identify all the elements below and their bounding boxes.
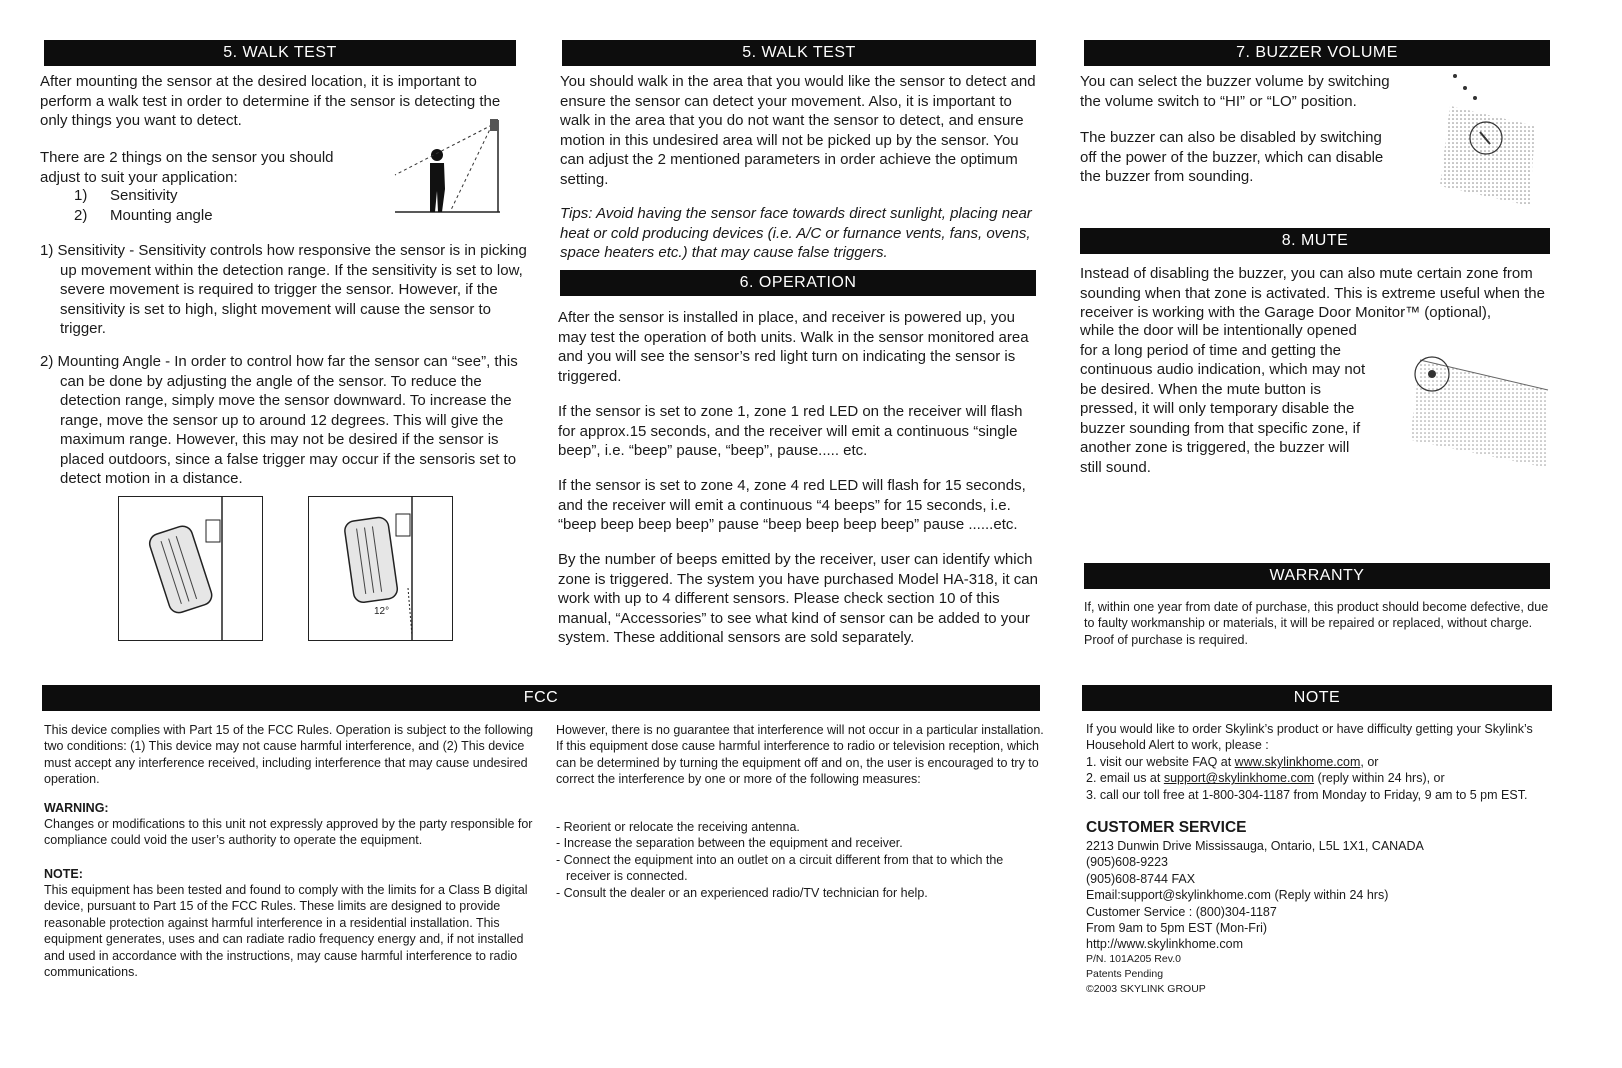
list-item: - Reorient or relocate the receiving antenna.: [556, 820, 800, 834]
note-header: NOTE: [1082, 685, 1552, 711]
operation-paragraph-1: After the sensor is installed in place, and receiver is powered up, you may test the operation of both units. Walk in the sensor monitored area and you will see the sensor’s red light turn on indicating the sensor is triggered.: [558, 309, 1029, 385]
walk-test-header-left: 5. WALK TEST: [44, 40, 516, 66]
fcc-intro: This device complies with Part 15 of the FCC Rules. Operation is subject to the following two conditions: (1) This device may not cause harmful interference, and (2) This device must accept any interference received, including interference that may cause undesired operation.: [44, 723, 534, 787]
customer-service-details: [1086, 838, 1556, 953]
walk-test-header-right: 5. WALK TEST: [562, 40, 1036, 66]
copyright: ©2003 SKYLINK GROUP: [1086, 983, 1206, 995]
buzzer-volume-header: 7. BUZZER VOLUME: [1084, 40, 1550, 66]
operation-paragraph-2: If the sensor is set to zone 1, zone 1 red LED on the receiver will flash for approx.15 seconds, and the receiver will emit a continuous “single beep”, i.e. “beep” pause, “beep”, pause..... etc.: [558, 403, 1023, 459]
list-item: 1. visit our website FAQ at www.skylinkhome.com, or: [1086, 755, 1379, 769]
address-line: 2213 Dunwin Drive Mississauga, Ontario, L5L 1X1, CANADA: [1086, 839, 1424, 853]
fcc-note-title: NOTE:: [44, 867, 83, 881]
fcc-right-intro: However, there is no guarantee that interference will not occur in a particular installation. If this equipment dose cause harmful interference to radio or television reception, which can be determined by turning the equipment off and on, the user is encouraged to try to correct the interference by one or more of the following measures:: [556, 723, 1044, 787]
operation-paragraph-4: By the number of beeps emitted by the receiver, user can identify which zone is triggered. The system you have purchased Model HA-318, it can work with up to 4 different sensors. Please check section 10 of this manual, “Accessories” to see what kind of sensor can be added to your system. These additional sensors are sold separately.: [558, 551, 1038, 646]
warranty-header: WARRANTY: [1084, 563, 1550, 589]
walk-test-intro: After mounting the sensor at the desired location, it is important to perform a walk test in order to determine if the sensor is detecting the only things you want to detect.: [40, 73, 501, 129]
fcc-warning-title: WARNING:: [44, 801, 109, 815]
sensitivity-paragraph: 1) Sensitivity - Sensitivity controls how responsive the sensor is in picking up movement within the detection range. If the sensitivity is set to low, severe movement is required to trigger the sensor. However, if the sensitivity is set to high, slight movement will cause the sensor to trigger.: [40, 242, 527, 337]
things-list: [74, 186, 274, 225]
url-line: http://www.skylinkhome.com: [1086, 937, 1243, 952]
fcc-warning-text: Changes or modifications to this unit not expressly approved by the party responsible for compliance could void the user’s authority to operate the equipment.: [44, 817, 533, 848]
email-line: Email:support@skylinkhome.com (Reply within 24 hrs): [1086, 888, 1389, 903]
buzzer-paragraph-1: You can select the buzzer volume by switching the volume switch to “HI” or “LO” position.: [1080, 73, 1390, 110]
fcc-note-text: This equipment has been tested and found to comply with the limits for a Class B digital device, pursuant to Part 15 of the FCC Rules. These limits are designed to provide reasonable protection against harmful interference in a residential installation. This equipment generates, uses and can radiate radio frequency energy and, if not installed and used in accordance with the instructions, may cause harmful interference to radio communications.: [44, 883, 528, 980]
customer-service-title: CUSTOMER SERVICE: [1086, 819, 1247, 836]
angle-label: 12°: [374, 606, 390, 617]
list-item: 1) Sensitivity: [74, 187, 178, 204]
operation-paragraph-3: If the sensor is set to zone 4, zone 4 red LED will flash for 15 seconds, and the receiver will emit a continuous “4 beeps” for 15 seconds, i.e. “beep beep beep beep” pause “beep beep beep beep” pause ......etc.: [558, 477, 1026, 533]
things-intro: There are 2 things on the sensor you should adjust to suit your application:: [40, 149, 334, 186]
email-link[interactable]: support@skylinkhome.com: [1163, 771, 1315, 786]
list-item: - Consult the dealer or an experienced radio/TV technician for help.: [556, 885, 928, 900]
hours-line: From 9am to 5pm EST (Mon-Fri): [1086, 921, 1268, 936]
mute-paragraph-top: Instead of disabling the buzzer, you can also mute certain zone from sounding when that zone is activated. This is extreme useful when the receiver is working with the Garage Door Monitor™ (optional),: [1080, 265, 1545, 321]
sensor-mount-illustration-up: [308, 496, 454, 642]
list-item: 3. call our toll free at 1-800-304-1187 from Monday to Friday, 9 am to 5 pm EST.: [1086, 787, 1528, 802]
walk-test-person-illustration: [390, 115, 510, 215]
note-intro: If you would like to order Skylink’s product or have difficulty getting your Skylink’s Household Alert to work, please :: [1086, 722, 1533, 753]
website-link[interactable]: www.skylinkhome.com: [1234, 755, 1361, 769]
fcc-header: FCC: [42, 685, 1040, 711]
list-item: - Connect the equipment into an outlet on a circuit different from that to which the receiver is connected.: [556, 852, 1004, 884]
part-number: P/N. 101A205 Rev.0: [1086, 953, 1181, 965]
fax-line: (905)608-8744 FAX: [1086, 871, 1196, 886]
receiver-mute-button-illustration: [1400, 340, 1550, 470]
walk-test-instructions: You should walk in the area that you would like the sensor to detect and ensure the sensor can detect your movement. Also, it is important to walk in the area that you do not want the sensor to detect, and ensure motion in this undesired area will not be picked up by the sensor. You can adjust the 2 mentioned parameters in order achieve the optimum setting.: [560, 73, 1036, 188]
customer-service-line: Customer Service : (800)304-1187: [1086, 904, 1277, 919]
warranty-text: If, within one year from date of purchase, this product should become defective, due to faulty workmanship or materials, it will be repaired or replaced, without charge. Proof of purchase is required.: [1084, 600, 1549, 647]
part-info: [1086, 952, 1386, 997]
mute-paragraph-side: while the door will be intentionally opened for a long period of time and getting the continuous audio indication, which may not be desired. When the mute button is pressed, it will only temporary disable the buzzer sounding from that specific zone, if another zone is triggered, the buzzer will still sound.: [1080, 322, 1366, 476]
buzzer-paragraph-2: The buzzer can also be disabled by switching off the power of the buzzer, which can disable the buzzer from sounding.: [1080, 129, 1384, 185]
operation-header: 6. OPERATION: [560, 270, 1036, 296]
fcc-measures-list: [556, 819, 1046, 901]
list-item: - Increase the separation between the equipment and receiver.: [556, 836, 903, 851]
patents-pending: Patents Pending: [1086, 968, 1164, 980]
sensor-mount-illustration-down: [118, 496, 264, 642]
list-item: 2) Mounting angle: [74, 206, 213, 224]
mounting-angle-paragraph: 2) Mounting Angle - In order to control how far the sensor can “see”, this can be done by adjusting the angle of the sensor. To reduce the detection range, simply move the sensor downward. To increase the range, move the sensor up to around 12 degrees. This will give the maximum range. However, this may not be desired if the sensor is placed outdoors, since a false trigger may occur if the sensoris set to detect motion in a distance.: [40, 353, 518, 487]
note-list: [1086, 754, 1556, 803]
list-item: 2. email us at support@skylinkhome.com (reply within 24 hrs), or: [1086, 771, 1445, 786]
tips-paragraph: Tips: Avoid having the sensor face towards direct sunlight, placing near heat or cold producing devices (i.e. A/C or furnance vents, fans, ovens, space heaters etc.) that may cause false triggers.: [560, 205, 1032, 261]
phone-line: (905)608-9223: [1086, 855, 1169, 870]
mute-header: 8. MUTE: [1080, 228, 1550, 254]
buzzer-switch-illustration: [1420, 66, 1540, 206]
